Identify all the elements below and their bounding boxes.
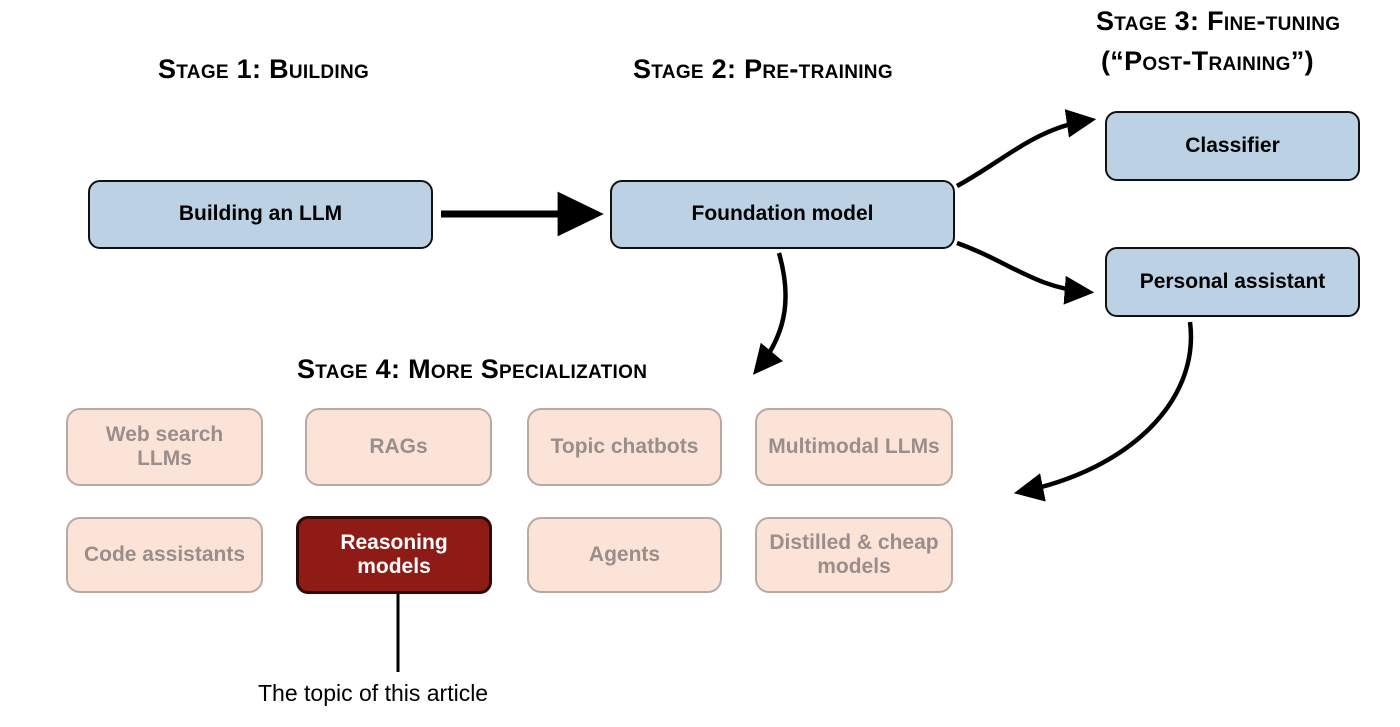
article-topic-caption: The topic of this article [258,680,489,706]
node-web-search-llms-label: Web search LLMs [105,422,224,470]
node-web-search-llms[interactable] [66,408,263,486]
node-reasoning-models[interactable] [296,516,492,594]
stage-4-title: Stage 4: More Specialization [297,354,648,384]
node-building-an-llm-label: Building an LLM [178,202,343,226]
node-classifier-label: Classifier [1185,133,1280,157]
stage-3-title-line2: (“Post-Training”) [1101,46,1314,76]
node-code-assistants[interactable] [66,517,263,593]
node-agents[interactable] [527,517,722,593]
arrow-foundation-to-classifier [957,120,1090,186]
stage-1-title: Stage 1: Building [158,54,370,84]
node-multimodal-llms-label: Multimodal LLMs [768,434,940,458]
arrow-foundation-to-personal-assistant [957,243,1088,292]
stage-3-title-line1: Stage 3: Fine-tuning [1096,6,1341,36]
node-multimodal-llms[interactable] [755,408,953,486]
node-distilled-cheap-models[interactable] [755,517,953,593]
arrow-foundation-to-stage4 [757,253,786,370]
node-topic-chatbots[interactable] [527,408,722,486]
node-code-assistants-label: Code assistants [83,542,246,566]
node-rags[interactable] [305,408,492,486]
stage-2-title: Stage 2: Pre-training [633,54,893,84]
node-topic-chatbots-label: Topic chatbots [550,434,699,458]
node-foundation-model-label: Foundation model [691,202,874,226]
node-personal-assistant[interactable] [1105,247,1360,317]
node-rags-label: RAGs [369,434,428,458]
node-classifier[interactable] [1105,111,1360,181]
node-distilled-cheap-models-label: Distilled & cheap models [769,530,939,578]
node-personal-assistant-label: Personal assistant [1139,269,1326,293]
node-agents-label: Agents [588,542,661,566]
node-foundation-model[interactable] [610,180,955,249]
arrow-personal-assistant-to-stage4 [1020,322,1191,492]
node-building-an-llm[interactable] [88,180,433,249]
node-reasoning-models-label: Reasoning models [340,530,448,578]
